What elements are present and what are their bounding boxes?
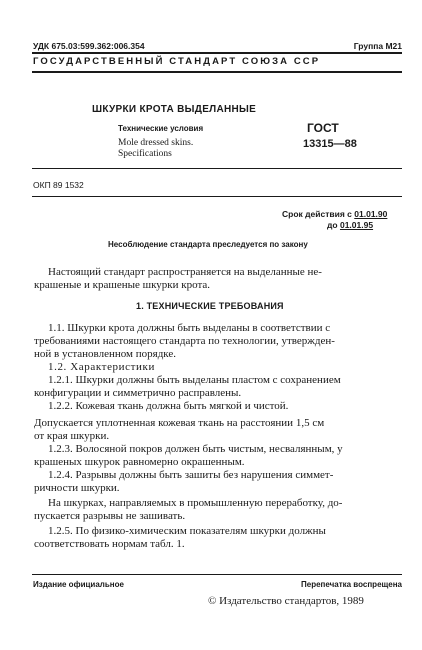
copyright: © Издательство стандартов, 1989 — [208, 595, 364, 607]
intro-paragraph — [34, 266, 402, 292]
document-subtitle: Технические условия — [118, 124, 204, 133]
body-line: 1.1. Шкурки крота должны быть выделаны в соответствии с — [48, 322, 331, 334]
okp-code: ОКП 89 1532 — [33, 180, 84, 190]
body-line: ной в установленном порядке. — [34, 348, 177, 360]
validity-label: Срок действия — [282, 209, 345, 219]
validity-from — [282, 209, 387, 219]
english-title-line1: Mole dressed skins. — [118, 138, 194, 148]
body-line: 1.2.5. По физико-химическим показателям шкурки должны — [48, 525, 326, 537]
body-line: Допускается уплотненная кожевая ткань на расстоянии 1,5 см — [34, 417, 325, 429]
okp-rule — [32, 196, 402, 197]
body-line: 1.2.3. Волосяной покров должен быть чистым, несвалянным, у — [48, 443, 343, 455]
gost-label: ГОСТ — [307, 121, 339, 135]
english-title-line2: Specifications — [118, 149, 172, 159]
edition-note: Издание официальное — [33, 580, 124, 589]
footer-rule — [32, 574, 402, 575]
document-title: ШКУРКИ КРОТА ВЫДЕЛАННЫЕ — [92, 104, 257, 115]
reprint-note: Перепечатка воспрещена — [301, 580, 402, 589]
section-title: 1. ТЕХНИЧЕСКИЕ ТРЕБОВАНИЯ — [136, 301, 284, 311]
body-line: ричности шкурки. — [34, 482, 120, 494]
validity-to — [327, 220, 373, 230]
body-line: 1.2. Характеристики — [48, 361, 155, 373]
body-line: крашеных шкурок равномерно окрашенным. — [34, 456, 245, 468]
body-line: На шкурках, направляемых в промышленную переработку, до- — [48, 497, 343, 509]
state-standard-banner: ГОСУДАРСТВЕННЫЙ СТАНДАРТ СОЮЗА ССР — [33, 56, 321, 67]
title-block-rule — [32, 168, 402, 169]
group-code: Группа М21 — [353, 41, 402, 51]
validity-to-prefix: до — [327, 220, 338, 230]
udk-code: УДК 675.03:599.362:006.354 — [33, 41, 145, 51]
banner-rule — [32, 71, 402, 73]
intro-line-1: Настоящий стандарт распространяется на выделанные не- — [48, 266, 322, 278]
intro-line-2: крашеные и крашеные шкурки крота. — [34, 279, 211, 291]
validity-from-prefix: с — [347, 209, 352, 219]
gost-number: 13315—88 — [303, 138, 357, 150]
body-line: 1.2.1. Шкурки должны быть выделаны пластом с сохранением — [48, 374, 341, 386]
validity-from-date: 01.01.90 — [354, 209, 388, 219]
top-rule — [32, 52, 402, 54]
body-line: 1.2.2. Кожевая ткань должна быть мягкой и чистой. — [48, 400, 289, 412]
body-line: соответствовать нормам табл. 1. — [34, 538, 185, 550]
body-line: пускается разрывы не зашивать. — [34, 510, 186, 522]
body-line: конфигурации и симметрично расправлены. — [34, 387, 242, 399]
body-line: требованиями настоящего стандарта по технологии, утвержден- — [34, 335, 335, 347]
validity-to-date: 01.01.95 — [339, 220, 374, 230]
legal-notice: Несоблюдение стандарта преследуется по закону — [108, 240, 308, 249]
body-line: от края шкурки. — [34, 430, 110, 442]
body-line: 1.2.4. Разрывы должны быть зашиты без нарушения симмет- — [48, 469, 334, 481]
